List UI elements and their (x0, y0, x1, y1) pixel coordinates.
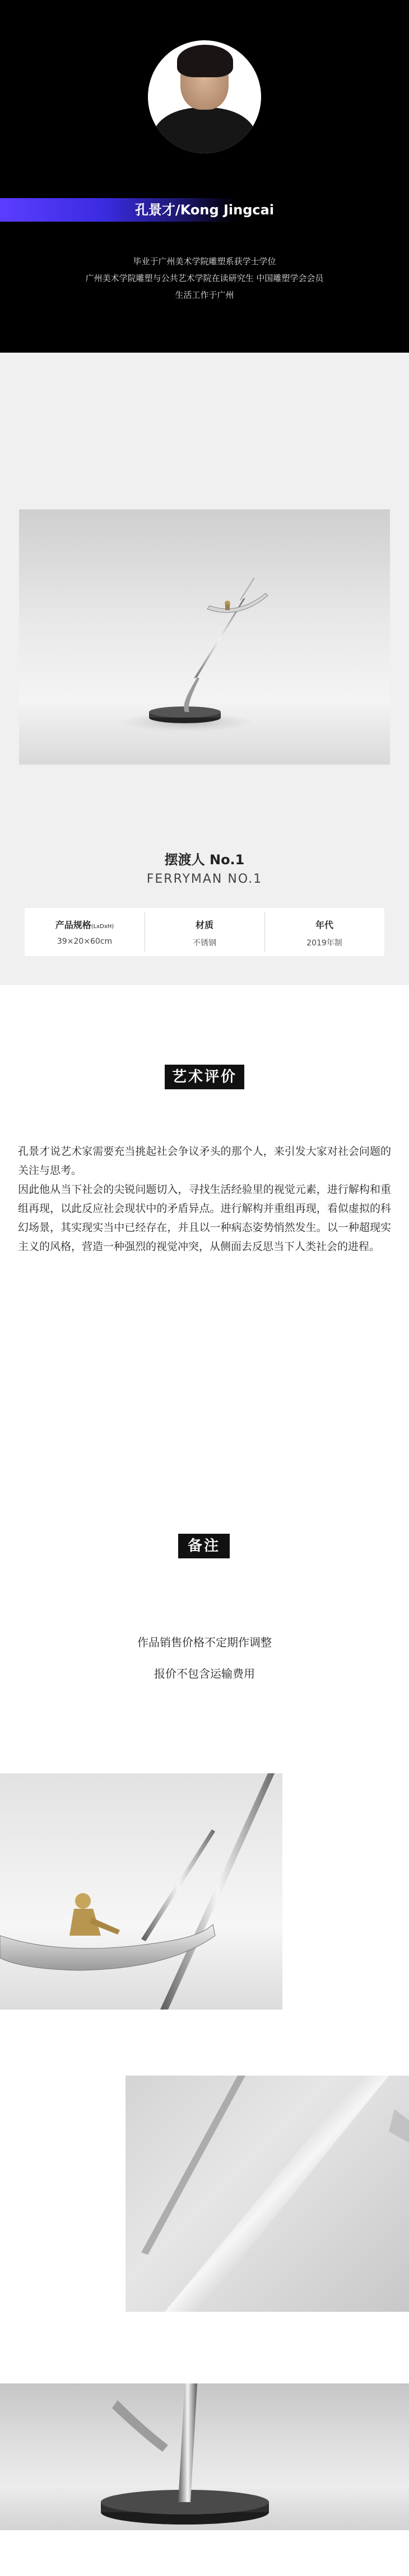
bio-line: 生活工作于广州 (175, 290, 234, 300)
notes-heading: 备注 (178, 1534, 230, 1558)
artwork-title: 摆渡人 No.1 (164, 852, 245, 868)
critique-heading: 艺术评价 (165, 1065, 244, 1089)
artist-header (0, 0, 409, 353)
avatar-hair-shape (177, 45, 233, 77)
artwork-title-en: FERRYMAN NO.1 (146, 872, 263, 886)
bio-line: 广州美术学院雕塑与公共艺术学院在读研究生 中国雕塑学会会员 (85, 273, 324, 283)
notes-body (0, 1627, 409, 1689)
spec-year (264, 908, 384, 956)
critique-paragraph: 因此他从当下社会的尖锐问题切入，寻找生活经验里的视觉元素，进行解构和重组再现，以此反应社会现状中的矛盾异点。进行解构并重组再现，看似虚拟的科幻场景，其实现实当中已经存在，并且以一种病态姿势悄然发生。以一种超现实主义的风格，营造一种强烈的视觉冲突，从侧面去反思当下人类社会的进程。 (18, 1183, 391, 1253)
critique-body (18, 1142, 391, 1256)
avatar-body-shape (154, 107, 255, 153)
base-detail-illustration (0, 2383, 409, 2530)
oar-detail-illustration (126, 2076, 409, 2312)
spec-material (145, 908, 264, 956)
spec-value: 不锈钢 (193, 939, 216, 948)
spec-label-suffix: (LxDxH) (91, 924, 114, 930)
artist-avatar (148, 40, 261, 153)
artist-bio (0, 253, 409, 303)
note-line: 报价不包含运输费用 (154, 1667, 255, 1680)
artwork-photo-main (19, 509, 390, 765)
artwork-photo-boat-detail (0, 1773, 282, 2010)
spec-label: 材质 (195, 920, 213, 930)
spec-label: 产品规格(LxDxH) (55, 920, 114, 930)
spec-label: 年代 (315, 920, 333, 930)
boat-detail-illustration (0, 1773, 282, 2010)
spec-value: 39×20×60cm (57, 937, 113, 946)
artwork-photo-base-detail (0, 2383, 409, 2530)
critique-paragraph: 孔景才说艺术家需要充当挑起社会争议矛头的那个人，来引发大家对社会问题的关注与思考。 (18, 1145, 391, 1177)
artwork-card (0, 353, 409, 985)
note-line: 作品销售价格不定期作调整 (137, 1636, 272, 1649)
artist-name: 孔景才/Kong Jingcai (134, 202, 275, 218)
spec-card (25, 908, 384, 956)
bio-line: 毕业于广州美术学院雕塑系获学士学位 (133, 256, 276, 266)
artwork-photo-oar-detail (126, 2076, 409, 2312)
sculpture-illustration (19, 509, 390, 765)
spec-size (25, 908, 145, 956)
spec-value: 2019年制 (306, 939, 342, 948)
